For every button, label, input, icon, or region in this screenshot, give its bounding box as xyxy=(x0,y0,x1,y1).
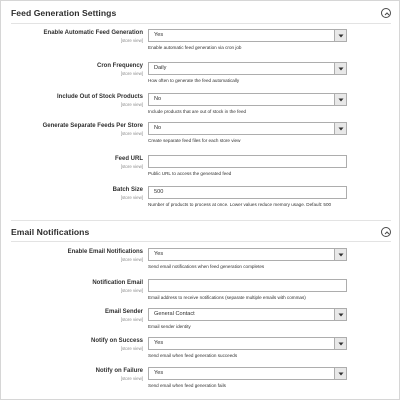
field-label: Notify on Success xyxy=(90,338,143,344)
field-note: How often to generate the feed automatically xyxy=(148,78,240,83)
field-scope: [store view] xyxy=(120,71,143,76)
field-note: Email address to receive notifications (separate multiple emails with commas) xyxy=(148,295,306,300)
select-value: General Contact xyxy=(154,311,195,317)
field-label: Include Out of Stock Products xyxy=(56,94,143,100)
email-section-header[interactable] xyxy=(11,227,391,241)
field-scope: [store view] xyxy=(120,164,143,169)
field-label: Notify on Failure xyxy=(95,368,143,374)
field-scope: [store view] xyxy=(120,376,143,381)
select-value: Daily xyxy=(154,65,167,71)
select-value: Yes xyxy=(154,370,164,376)
feed-section-divider xyxy=(11,23,391,24)
field-note: Public URL to access the generated feed xyxy=(148,171,232,176)
triangle-down-icon[interactable] xyxy=(334,123,346,134)
select-value: Yes xyxy=(154,340,164,346)
field-scope: [store view] xyxy=(120,317,143,322)
notification-email-input[interactable] xyxy=(148,279,347,292)
triangle-down-icon[interactable] xyxy=(334,368,346,379)
email-section-title: Email Notifications xyxy=(11,227,90,237)
field-scope: [store view] xyxy=(120,38,143,43)
field-scope: [store view] xyxy=(120,195,143,200)
enable-email-select[interactable] xyxy=(148,248,347,261)
field-note: Create separate feed files for each store view xyxy=(148,138,241,143)
field-note: Number of products to process at once. Lower values reduce memory usage. Default: 500 xyxy=(148,202,332,207)
feed-section-header[interactable] xyxy=(11,8,391,22)
triangle-down-icon[interactable] xyxy=(334,338,346,349)
field-label: Notification Email xyxy=(92,280,143,286)
select-value: No xyxy=(154,96,162,102)
field-label: Generate Separate Feeds Per Store xyxy=(42,123,143,129)
field-note: Email sender identity xyxy=(148,324,191,329)
field-scope: [store view] xyxy=(120,346,143,351)
include-out-of-stock-select[interactable] xyxy=(148,93,347,106)
field-note: Send email notifications when feed generation completes xyxy=(148,264,265,269)
chevron-up-icon[interactable] xyxy=(381,8,391,18)
select-value: Yes xyxy=(154,251,164,257)
select-value: No xyxy=(154,125,162,131)
triangle-down-icon[interactable] xyxy=(334,30,346,41)
feed-section-title: Feed Generation Settings xyxy=(11,8,117,18)
enable-auto-feed-select[interactable] xyxy=(148,29,347,42)
field-label: Cron Frequency xyxy=(96,63,143,69)
notify-success-select[interactable] xyxy=(148,337,347,350)
chevron-up-icon[interactable] xyxy=(381,227,391,237)
field-scope: [store view] xyxy=(120,257,143,262)
triangle-down-icon[interactable] xyxy=(334,249,346,260)
field-label: Enable Automatic Feed Generation xyxy=(43,30,143,36)
field-scope: [store view] xyxy=(120,288,143,293)
feed-url-input[interactable] xyxy=(148,155,347,168)
field-note: Send email when feed generation fails xyxy=(148,383,226,388)
field-label: Email Sender xyxy=(104,309,143,315)
triangle-down-icon[interactable] xyxy=(334,94,346,105)
email-section-divider xyxy=(11,241,391,242)
field-note: Include products that are out of stock in the feed xyxy=(148,109,247,114)
select-value: Yes xyxy=(154,32,164,38)
section-separator xyxy=(11,220,391,221)
cron-frequency-select[interactable] xyxy=(148,62,347,75)
field-label: Feed URL xyxy=(114,156,143,162)
email-sender-select[interactable] xyxy=(148,308,347,321)
field-note: Send email when feed generation succeeds xyxy=(148,353,238,358)
field-scope: [store view] xyxy=(120,102,143,107)
batch-size-input[interactable]: 500 xyxy=(148,186,347,199)
field-note: Enable automatic feed generation via cron job xyxy=(148,45,242,50)
triangle-down-icon[interactable] xyxy=(334,63,346,74)
triangle-down-icon[interactable] xyxy=(334,309,346,320)
notify-failure-select[interactable] xyxy=(148,367,347,380)
field-label: Enable Email Notifications xyxy=(67,249,143,255)
field-scope: [store view] xyxy=(120,131,143,136)
separate-feeds-select[interactable] xyxy=(148,122,347,135)
field-label: Batch Size xyxy=(112,187,143,193)
